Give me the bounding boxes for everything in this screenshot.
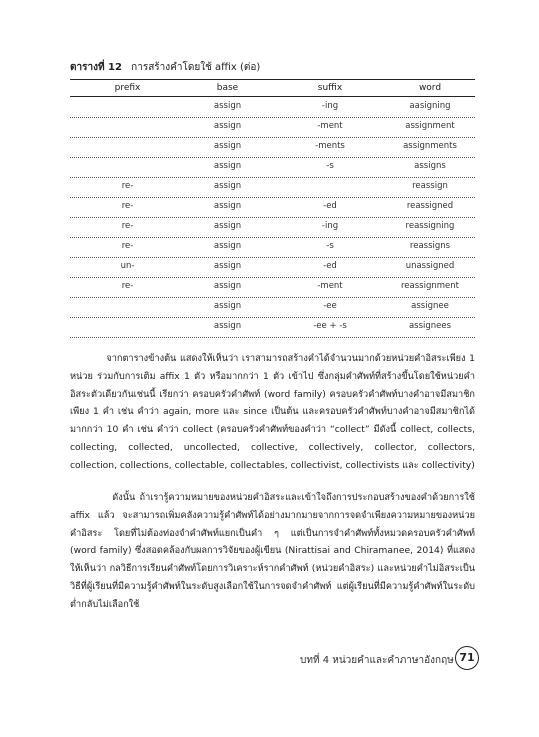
table-cell: reassignment: [401, 281, 459, 291]
table-cell: re-: [121, 281, 134, 291]
paragraph-1: จากตารางข้างต้น แสดงให้เห็นว่า เราสามารถสร้างคำได้จำนวนมากด้วยหน่วยคำอิสระเพียง 1 หน่วย ร่วมกับการเติม affix 1 ตัว หรือมากกว่า 1 ตัว เข้าไป ซึ่งกลุ่มคำศัพท์ที่สร้างขึ้นโดยใช้หน่วยคำอิสระตัวเดียวกันเช่นนี้ เรียกว่า ครอบครัวคำศัพท์ (word family) ครอบครัวคำศัพท์บางคำอาจมีสมาชิกเพียง 1 คำ เช่น คำว่า again, more และ since เป็นต้น และครอบครัวคำศัพท์บางคำอาจมีสมาชิกได้มากกว่า 10 คำ เช่น คำว่า collect (ครอบครัวคำศัพท์ของคำว่า “collect” มีดังนี้ collect, collects, collecting, collected, uncollected, collective, collectively, collector, collectors, collection, collections, collectable, collectables, collectivist, collectivists และ collectivity): [70, 353, 475, 471]
table-row: [70, 317, 475, 338]
table-cell: assign: [213, 121, 242, 131]
chapter-footer: บทที่ 4 หน่วยคำและคำภาษาอังกฤษ: [300, 655, 454, 666]
header-word: word: [418, 83, 442, 93]
table-cell: re-: [121, 201, 134, 211]
table-cell: assign: [213, 281, 242, 291]
table-cell: unassigned: [405, 261, 455, 271]
table-row: [70, 157, 475, 178]
header-suffix: suffix: [317, 83, 343, 93]
table-row: [70, 277, 475, 298]
table-title: การสร้างคำโดยใช้ affix (ต่อ): [131, 62, 261, 73]
table-cell: -ment: [317, 281, 343, 291]
table-row: [70, 177, 475, 198]
table-cell: assign: [213, 181, 242, 191]
table-row: [70, 237, 475, 258]
table-cell: assigns: [414, 161, 446, 171]
table-row: [70, 117, 475, 138]
table-cell: reassigns: [409, 241, 451, 251]
table-cell: -ing: [321, 101, 339, 111]
table-cell: assign: [213, 201, 242, 211]
page-number: 71: [455, 646, 479, 670]
table-cell: -ee: [323, 301, 337, 311]
table-cell: reassigning: [405, 221, 455, 231]
table-row: [70, 137, 475, 158]
table-cell: -s: [326, 161, 334, 171]
table-cell: re-: [121, 241, 134, 251]
table-cell: assign: [213, 261, 242, 271]
table-cell: -ed: [323, 201, 337, 211]
table-cell: -s: [326, 241, 334, 251]
table-cell: reassigned: [406, 201, 454, 211]
table-row: [70, 297, 475, 318]
header-base: base: [216, 83, 239, 93]
table-cell: assign: [213, 221, 242, 231]
table-cell: -ing: [321, 221, 339, 231]
table-cell: assignees: [408, 321, 452, 331]
table-cell: assign: [213, 321, 242, 331]
header-prefix: prefix: [114, 83, 141, 93]
table-cell: re-: [121, 181, 134, 191]
table-row: [70, 217, 475, 238]
table-cell: aasigning: [409, 101, 451, 111]
table-cell: re-: [121, 221, 134, 231]
table-cell: assign: [213, 161, 242, 171]
table-cell: assignments: [403, 141, 457, 151]
table-cell: reassign: [412, 181, 448, 191]
table-cell: assign: [213, 241, 242, 251]
table-cell: assign: [213, 301, 242, 311]
table-caption: [70, 60, 260, 75]
table-row: [70, 257, 475, 278]
table-cell: -ee + -s: [313, 321, 347, 331]
table-cell: -ed: [323, 261, 337, 271]
table-row: [70, 197, 475, 218]
table-cell: assignment: [405, 121, 455, 131]
table-cell: un-: [120, 261, 135, 271]
paragraph-2: ดังนั้น ถ้าเรารู้ความหมายของหน่วยคำอิสระและเข้าใจถึงการประกอบสร้างของคำด้วยการใช้ affix แล้ว จะสามารถเพิ่มคลังความรู้คำศัพท์ได้อย่างมากมายจากการจดจำเพียงความหมายของหน่วยคำอิสระ โดยที่ไม่ต้องท่องจำคำศัพท์แยกเป็นคำ ๆ แต่เป็นการจำคำศัพท์ทั้งหมวดครอบครัวคำศัพท์ (word family) ซึ่งสอดคล้องกับผลการวิจัยของผู้เขียน (Nirattisai and Chiramanee, 2014) ที่แสดงให้เห็นว่า กลวิธีการเรียนคำศัพท์โดยการวิเคราะห์รากคำศัพท์ (หน่วยคำอิสระ) และหน่วยคำไม่อิสระเป็นวิธีที่ผู้เรียนที่มีความรู้คำศัพท์ในระดับสูงเลือกใช้ในการจดจำคำศัพท์ แต่ผู้เรียนที่มีความรู้คำศัพท์ในระดับต่ำกลับไม่เลือกใช้: [70, 492, 475, 610]
table-cell: -ments: [315, 141, 345, 151]
table-cell: -ment: [317, 121, 343, 131]
table-cell: assignee: [411, 301, 449, 311]
table-number: ตารางที่ 12: [70, 62, 122, 73]
table-top-rule: [70, 79, 475, 80]
table-cell: assign: [213, 141, 242, 151]
table-cell: assign: [213, 101, 242, 111]
table-row: [70, 97, 475, 118]
